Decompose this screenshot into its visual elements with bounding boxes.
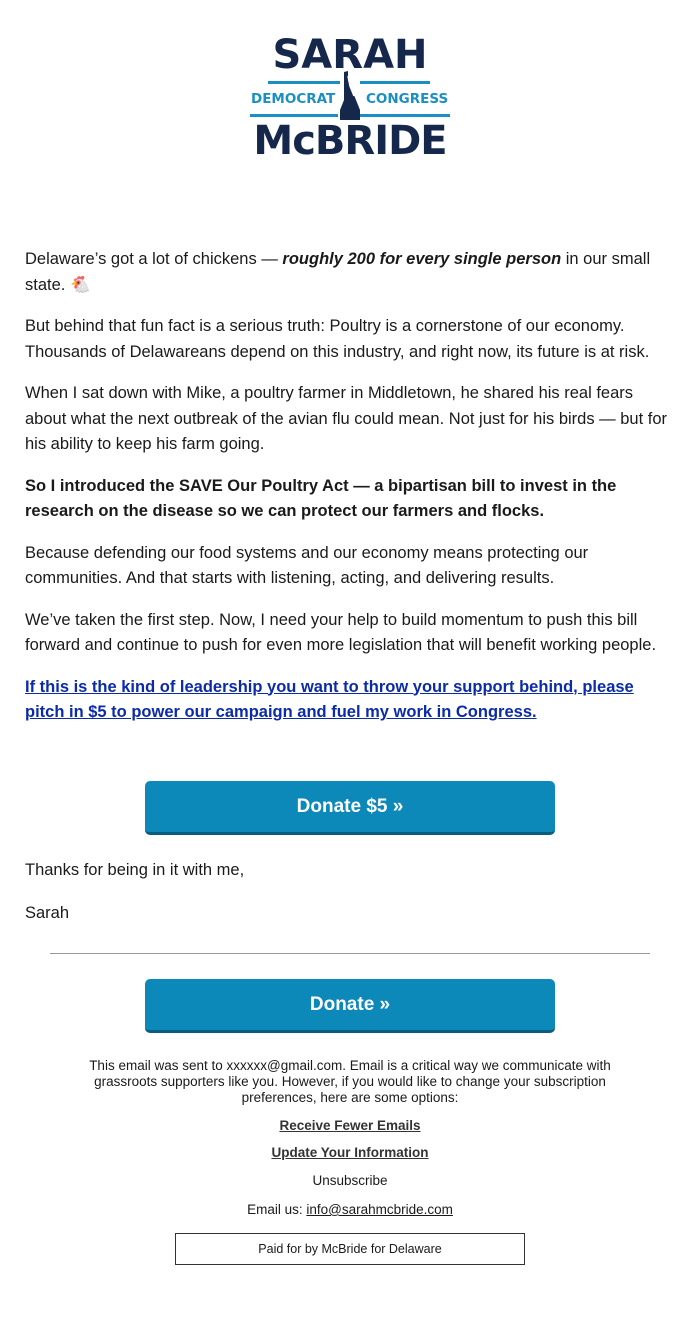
paragraph-6: We’ve taken the first step. Now, I need your help to build momentum to push this bill forward and continue to push for even more legislation that will benefit working people. — [25, 610, 657, 654]
paragraph-4-bold: So I introduced the SAVE Our Poultry Act — a bipartisan bill to invest in the research on the disease so we can protect our farmers and flocks. — [25, 476, 617, 520]
footer-email — [70, 1202, 630, 1217]
divider — [50, 953, 650, 954]
logo-name-top: SARAH — [272, 32, 428, 78]
unsubscribe-link[interactable]: Unsubscribe — [312, 1173, 388, 1188]
contact-email-link[interactable]: info@sarahmcbride.com — [306, 1202, 453, 1217]
footer-fewer — [70, 1118, 630, 1133]
signoff-thanks: Thanks for being in it with me, — [25, 861, 245, 879]
paragraph-3: When I sat down with Mike, a poultry farmer in Middletown, he shared his real fears about what the next outbreak of the avian flu could mean. Not just for his birds — but for his ability to keep his farm going. — [25, 384, 668, 453]
chicken-icon: 🐔 — [69, 275, 91, 294]
receive-fewer-emails-link[interactable]: Receive Fewer Emails — [279, 1118, 421, 1133]
logo-left-label: DEMOCRAT — [251, 91, 336, 107]
logo-rule — [250, 114, 338, 117]
logo-rule — [360, 81, 430, 84]
donate-5-button[interactable]: Donate $5 » — [145, 781, 555, 835]
emphasis-text: roughly 200 for every single person — [282, 250, 562, 268]
logo-rule — [268, 81, 340, 84]
campaign-logo — [248, 30, 452, 162]
paragraph-1: Delaware’s got a lot of chickens — roughly 200 for every single person in our small state. 🐔 — [25, 250, 651, 294]
paragraph-5: Because defending our food systems and our economy means protecting our communities. And that starts with listening, acting, and delivering results. — [25, 543, 589, 587]
logo-right-label: CONGRESS — [366, 91, 449, 107]
email-body — [25, 247, 675, 742]
paragraph-2: But behind that fun fact is a serious truth: Poultry is a cornerstone of our economy. Thousands of Delawareans depend on this industry, and right now, its future is at risk. — [25, 317, 650, 361]
footer-note: This email was sent to xxxxxx@gmail.com. Email is a critical way we communicate with grassroots supporters like you. However, if you would like to change your subscription preferences, here are some options: — [89, 1058, 611, 1105]
paid-for-disclaimer: Paid for by McBride for Delaware — [175, 1233, 525, 1265]
signoff-name: Sarah — [25, 904, 70, 922]
email-label: Email us: — [247, 1202, 307, 1217]
donate-cta-link[interactable]: If this is the kind of leadership you want to throw your support behind, please pitch in $5 to power our campaign and fuel my work in Congress. — [25, 677, 634, 721]
delaware-state-icon — [338, 70, 362, 122]
update-information-link[interactable]: Update Your Information — [271, 1145, 429, 1160]
logo-name-bottom: McBRIDE — [253, 118, 447, 164]
logo-rule — [360, 114, 450, 117]
donate-button[interactable]: Donate » — [145, 979, 555, 1033]
cta-paragraph — [25, 675, 675, 726]
footer-update — [70, 1145, 630, 1160]
